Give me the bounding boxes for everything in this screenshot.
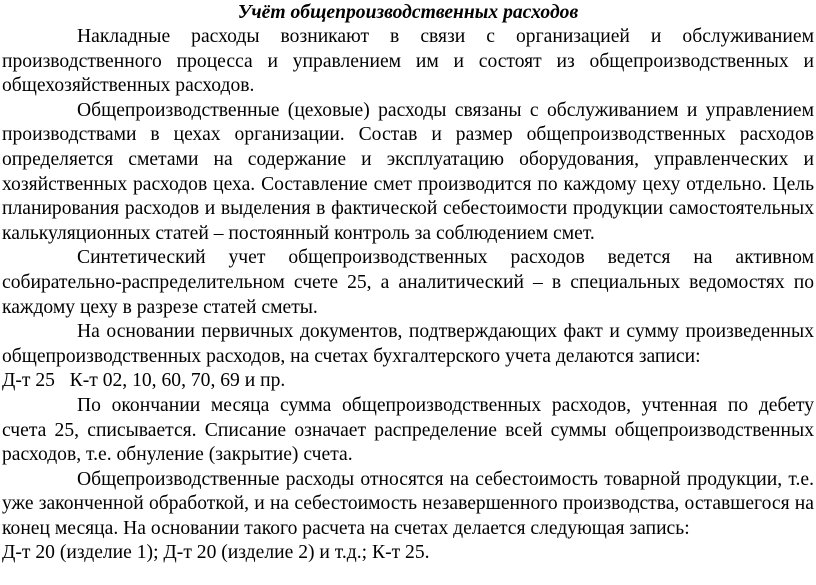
paragraph-synthetic-accounting: Синтетический учет общепроизводственных расходов ведется на активном собирательно-распределительном счете 25, а аналитический – в специальных ведомостях по каждому цеху в разрезе статей сметы. (2, 247, 814, 318)
paragraph-overhead-definition: Накладные расходы возникают в связи с организацией и обслуживанием производственного процесса и управлением им и состоят из общепроизводственных и общехозяйственных расходов. (2, 26, 814, 97)
paragraph-shop-expenses: Общепроизводственные (цеховые) расходы связаны с обслуживанием и управлением производствами в цехах организации. Состав и размер общепроизводственных расходов определяется сметами на содержание и эксплуатацию оборудования, управленческих и хозяйственных расходов цеха. Составление смет производится по каждому цеху отдельно. Цель планирования расходов и выделения в фактической себестоимости продукции самостоятельных калькуляционных статей – постоянный контроль за соблюдением смет. (2, 99, 814, 244)
document-title: Учёт общепроизводственных расходов (237, 2, 579, 23)
paragraph-month-end-writeoff: По окончании месяца сумма общепроизводственных расходов, учтенная по дебету счета 25, списывается. Списание означает распределение всей суммы общепроизводственных расходов, т.е. обнуление (закрытие) счета. (2, 394, 814, 466)
accounting-entry-debit-25: Д-т 25 К-т 02, 10, 60, 70, 69 и пр. (2, 370, 286, 392)
paragraph-primary-documents: На основании первичных документов, подтверждающих факт и сумму произведенных общепроизводственных расходов, на счетах бухгалтерского учета делаются записи: (2, 321, 814, 367)
paragraph-cost-allocation: Общепроизводственные расходы относятся на себестоимость товарной продукции, т.е. уже законченной обработкой, и на себестоимость незавершенного производства, оставшегося на конец месяца. На основании такого расчета на счетах делается следующая запись: (2, 468, 814, 539)
accounting-entry-debit-20: Д-т 20 (изделие 1); Д-т 20 (изделие 2) и т.д.; К-т 25. (2, 542, 430, 564)
